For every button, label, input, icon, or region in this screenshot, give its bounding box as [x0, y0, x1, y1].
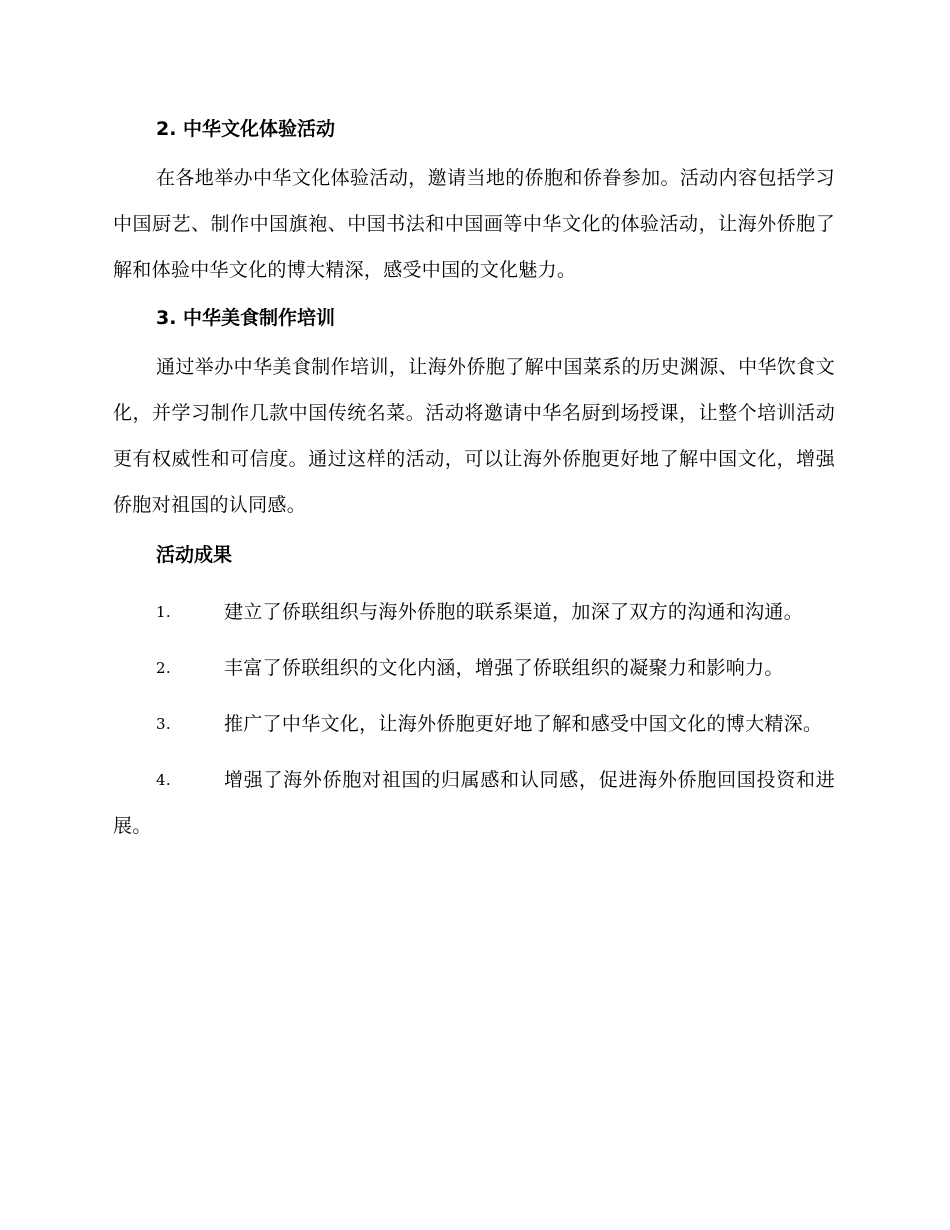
list-item-number: 2.: [156, 659, 171, 677]
results-heading: 活动成果: [156, 544, 233, 566]
list-item: [113, 589, 835, 635]
list-item: [113, 645, 835, 691]
document-body: [113, 113, 835, 849]
section-3-heading: 3. 中华美食制作培训: [156, 307, 336, 329]
list-item-text: 增强了海外侨胞对祖国的归属感和认同感，促进海外侨胞回国投资和进展。: [113, 769, 835, 837]
section-2-paragraph: 在各地举办中华文化体验活动，邀请当地的侨胞和侨眷参加。活动内容包括学习中国厨艺、制作中国旗袍、中国书法和中国画等中华文化的体验活动，让海外侨胞了解和体验中华文化的博大精深，感受中国的文化魅力。: [113, 167, 835, 281]
list-item-number: 1.: [156, 603, 171, 621]
list-item-text: 建立了侨联组织与海外侨胞的联系渠道，加深了双方的沟通和沟通。: [224, 601, 804, 623]
list-item-text: 推广了中华文化，让海外侨胞更好地了解和感受中国文化的博大精深。: [224, 713, 823, 735]
list-item-text: 丰富了侨联组织的文化内涵，增强了侨联组织的凝聚力和影响力。: [224, 657, 784, 679]
list-item: [113, 701, 835, 747]
list-item-number: 4.: [156, 771, 171, 789]
section-2-heading: 2. 中华文化体验活动: [156, 118, 336, 140]
list-item-number: 3.: [156, 715, 171, 733]
section-3-paragraph: 通过举办中华美食制作培训，让海外侨胞了解中国菜系的历史渊源、中华饮食文化，并学习制作几款中国传统名菜。活动将邀请中华名厨到场授课，让整个培训活动更有权威性和可信度。通过这样的活动，可以让海外侨胞更好地了解中国文化，增强侨胞对祖国的认同感。: [113, 356, 835, 516]
results-list: [113, 589, 835, 849]
list-item: [113, 757, 835, 849]
